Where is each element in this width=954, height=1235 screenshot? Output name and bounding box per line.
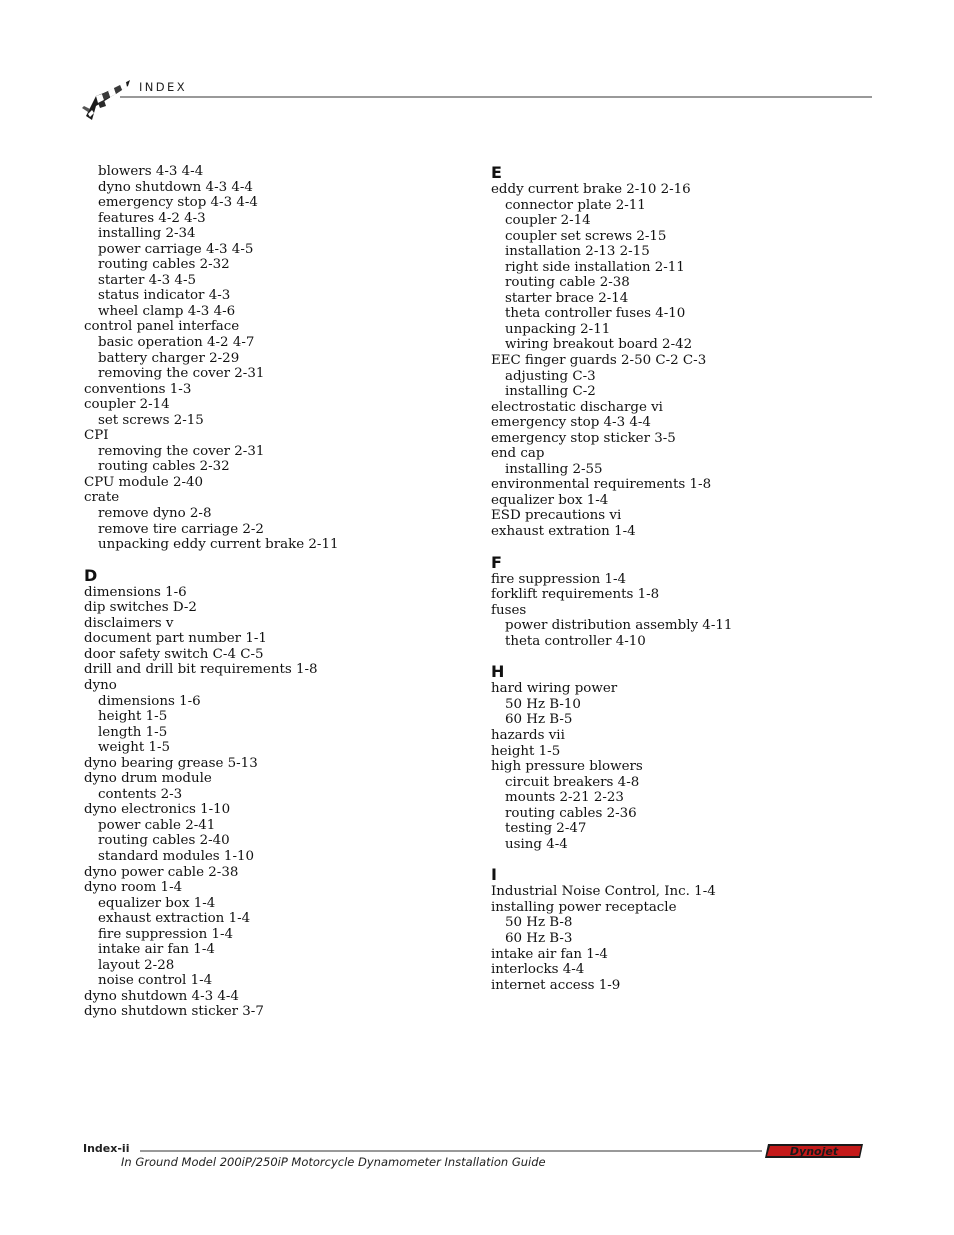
index-subentry: installation 2-13 2-15 (505, 244, 650, 260)
index-subentry: features 4-2 4-3 (98, 210, 206, 226)
index-subentry: routing cables 2-32 (98, 459, 230, 475)
index-subentry: routing cable 2-38 (505, 275, 630, 291)
index-entry: crate (84, 490, 120, 506)
index-subentry: status indicator 4-3 (98, 288, 231, 304)
index-entry: emergency stop sticker 3-5 (491, 430, 676, 446)
index-entry: CPU module 2-40 (84, 474, 204, 490)
index-section-letter: H (491, 662, 505, 682)
index-subentry: 50 Hz B-8 (505, 915, 573, 931)
index-subentry: starter 4-3 4-5 (98, 272, 196, 288)
index-subentry: using 4-4 (505, 836, 568, 852)
index-subentry: noise control 1-4 (98, 973, 213, 989)
index-entry: installing power receptacle (491, 899, 677, 915)
index-subentry: remove dyno 2-8 (98, 506, 212, 522)
dynojet-logo (764, 1143, 864, 1159)
index-entry: dyno (84, 677, 117, 693)
index-entry: dimensions 1-6 (84, 584, 187, 600)
index-subentry: power cable 2-41 (98, 817, 216, 833)
index-entry: coupler 2-14 (84, 397, 170, 413)
index-column-left (84, 164, 474, 1020)
page-header (80, 74, 872, 124)
index-subentry: weight 1-5 (98, 740, 171, 756)
index-subentry: battery charger 2-29 (98, 350, 240, 366)
index-subentry: wiring breakout board 2-42 (505, 337, 693, 353)
index-entry: fuses (491, 602, 527, 618)
index-entry: environmental requirements 1-8 (491, 477, 712, 493)
index-entry: high pressure blowers (491, 759, 643, 775)
index-subentry: routing cables 2-40 (98, 833, 230, 849)
index-entry: forklift requirements 1-8 (491, 587, 660, 603)
index-entry: end cap (491, 446, 545, 462)
index-entry: dyno power cable 2-38 (84, 864, 239, 880)
index-subentry: routing cables 2-32 (98, 257, 230, 273)
index-entry: hard wiring power (491, 681, 618, 697)
index-subentry: right side installation 2-11 (505, 259, 685, 275)
index-subentry: power carriage 4-3 4-5 (98, 241, 254, 257)
footer-divider (140, 1150, 762, 1152)
index-subentry: removing the cover 2-31 (98, 366, 265, 382)
index-subentry: connector plate 2-11 (505, 197, 646, 213)
index-subentry: starter brace 2-14 (505, 290, 629, 306)
index-entry: Industrial Noise Control, Inc. 1-4 (491, 884, 716, 900)
footer-page-number: Index-ii (83, 1142, 130, 1155)
header-title: INDEX (139, 80, 187, 94)
index-subentry: dyno shutdown 4-3 4-4 (98, 179, 253, 195)
index-entry: interlocks 4-4 (491, 962, 585, 978)
index-subentry: height 1-5 (98, 709, 168, 725)
index-entry: door safety switch C-4 C-5 (84, 646, 264, 662)
index-subentry: routing cables 2-36 (505, 805, 637, 821)
index-entry: exhaust extration 1-4 (491, 524, 636, 540)
index-subentry: circuit breakers 4-8 (505, 774, 640, 790)
index-entry: dip switches D-2 (84, 600, 197, 616)
index-subentry: layout 2-28 (98, 957, 175, 973)
index-entry: dyno shutdown 4-3 4-4 (84, 988, 239, 1004)
index-subentry: intake air fan 1-4 (98, 942, 215, 958)
index-subentry: 60 Hz B-3 (505, 930, 573, 946)
index-subentry: coupler set screws 2-15 (505, 228, 667, 244)
index-section-letter: E (491, 163, 502, 182)
index-subentry: equalizer box 1-4 (98, 895, 216, 911)
index-subentry: mounts 2-21 2-23 (505, 790, 624, 806)
checkered-flag-icon (82, 76, 132, 120)
index-entry: electrostatic discharge vi (491, 399, 663, 415)
index-section-letter: I (491, 865, 497, 885)
index-entry: internet access 1-9 (491, 977, 621, 993)
index-subentry: theta controller 4-10 (505, 633, 646, 649)
index-subentry: remove tire carriage 2-2 (98, 521, 264, 537)
index-subentry: testing 2-47 (505, 821, 587, 837)
index-entry: intake air fan 1-4 (491, 946, 608, 962)
index-section-letter: F (491, 552, 502, 572)
index-entry: conventions 1-3 (84, 381, 192, 397)
index-subentry: adjusting C-3 (505, 368, 596, 384)
index-subentry: unpacking eddy current brake 2-11 (98, 537, 339, 553)
index-entry: document part number 1-1 (84, 631, 267, 647)
index-entry: equalizer box 1-4 (491, 492, 609, 508)
header-divider (120, 96, 872, 98)
index-subentry: power distribution assembly 4-11 (505, 618, 733, 634)
index-entry: disclaimers v (84, 615, 174, 631)
index-entry: EEC finger guards 2-50 C-2 C-3 (491, 353, 707, 369)
index-subentry: removing the cover 2-31 (98, 443, 265, 459)
index-subentry: 50 Hz B-10 (505, 696, 581, 712)
index-subentry: fire suppression 1-4 (98, 926, 234, 942)
index-entry: dyno room 1-4 (84, 880, 183, 896)
index-subentry: standard modules 1-10 (98, 848, 255, 864)
index-entry: dyno electronics 1-10 (84, 802, 231, 818)
index-subentry: blowers 4-3 4-4 (98, 164, 204, 179)
index-entry: emergency stop 4-3 4-4 (491, 415, 651, 431)
index-subentry: set screws 2-15 (98, 412, 204, 428)
index-subentry: installing 2-55 (505, 461, 603, 477)
index-entry: control panel interface (84, 319, 240, 335)
index-subentry: unpacking 2-11 (505, 321, 611, 337)
index-entry: fire suppression 1-4 (491, 571, 627, 587)
index-entry: hazards vii (491, 727, 565, 743)
index-subentry: dimensions 1-6 (98, 693, 201, 709)
index-subentry: installing 2-34 (98, 226, 196, 242)
index-subentry: wheel clamp 4-3 4-6 (98, 303, 236, 319)
index-subentry: basic operation 4-2 4-7 (98, 335, 255, 351)
index-subentry: theta controller fuses 4-10 (505, 306, 686, 322)
index-entry: eddy current brake 2-10 2-16 (491, 182, 691, 197)
logo-text: Dynojet (789, 1145, 839, 1158)
footer-guide-title: In Ground Model 200iP/250iP Motorcycle Dynamometer Installation Guide (121, 1155, 546, 1169)
index-entry: CPI (84, 428, 109, 444)
index-entry: dyno drum module (84, 771, 212, 787)
index-section-letter: D (84, 565, 98, 585)
index-subentry: contents 2-3 (98, 786, 183, 802)
index-subentry: emergency stop 4-3 4-4 (98, 195, 258, 211)
index-entry: dyno bearing grease 5-13 (84, 755, 258, 771)
index-entry: drill and drill bit requirements 1-8 (84, 662, 318, 678)
index-subentry: exhaust extraction 1-4 (98, 911, 251, 927)
index-subentry: 60 Hz B-5 (505, 712, 573, 728)
index-subentry: installing C-2 (505, 384, 596, 400)
index-entry: dyno shutdown sticker 3-7 (84, 1004, 264, 1020)
index-column-right (491, 164, 881, 993)
index-subentry: coupler 2-14 (505, 213, 591, 229)
index-entry: ESD precautions vi (491, 508, 622, 524)
index-subentry: length 1-5 (98, 724, 168, 740)
index-entry: height 1-5 (491, 743, 561, 759)
